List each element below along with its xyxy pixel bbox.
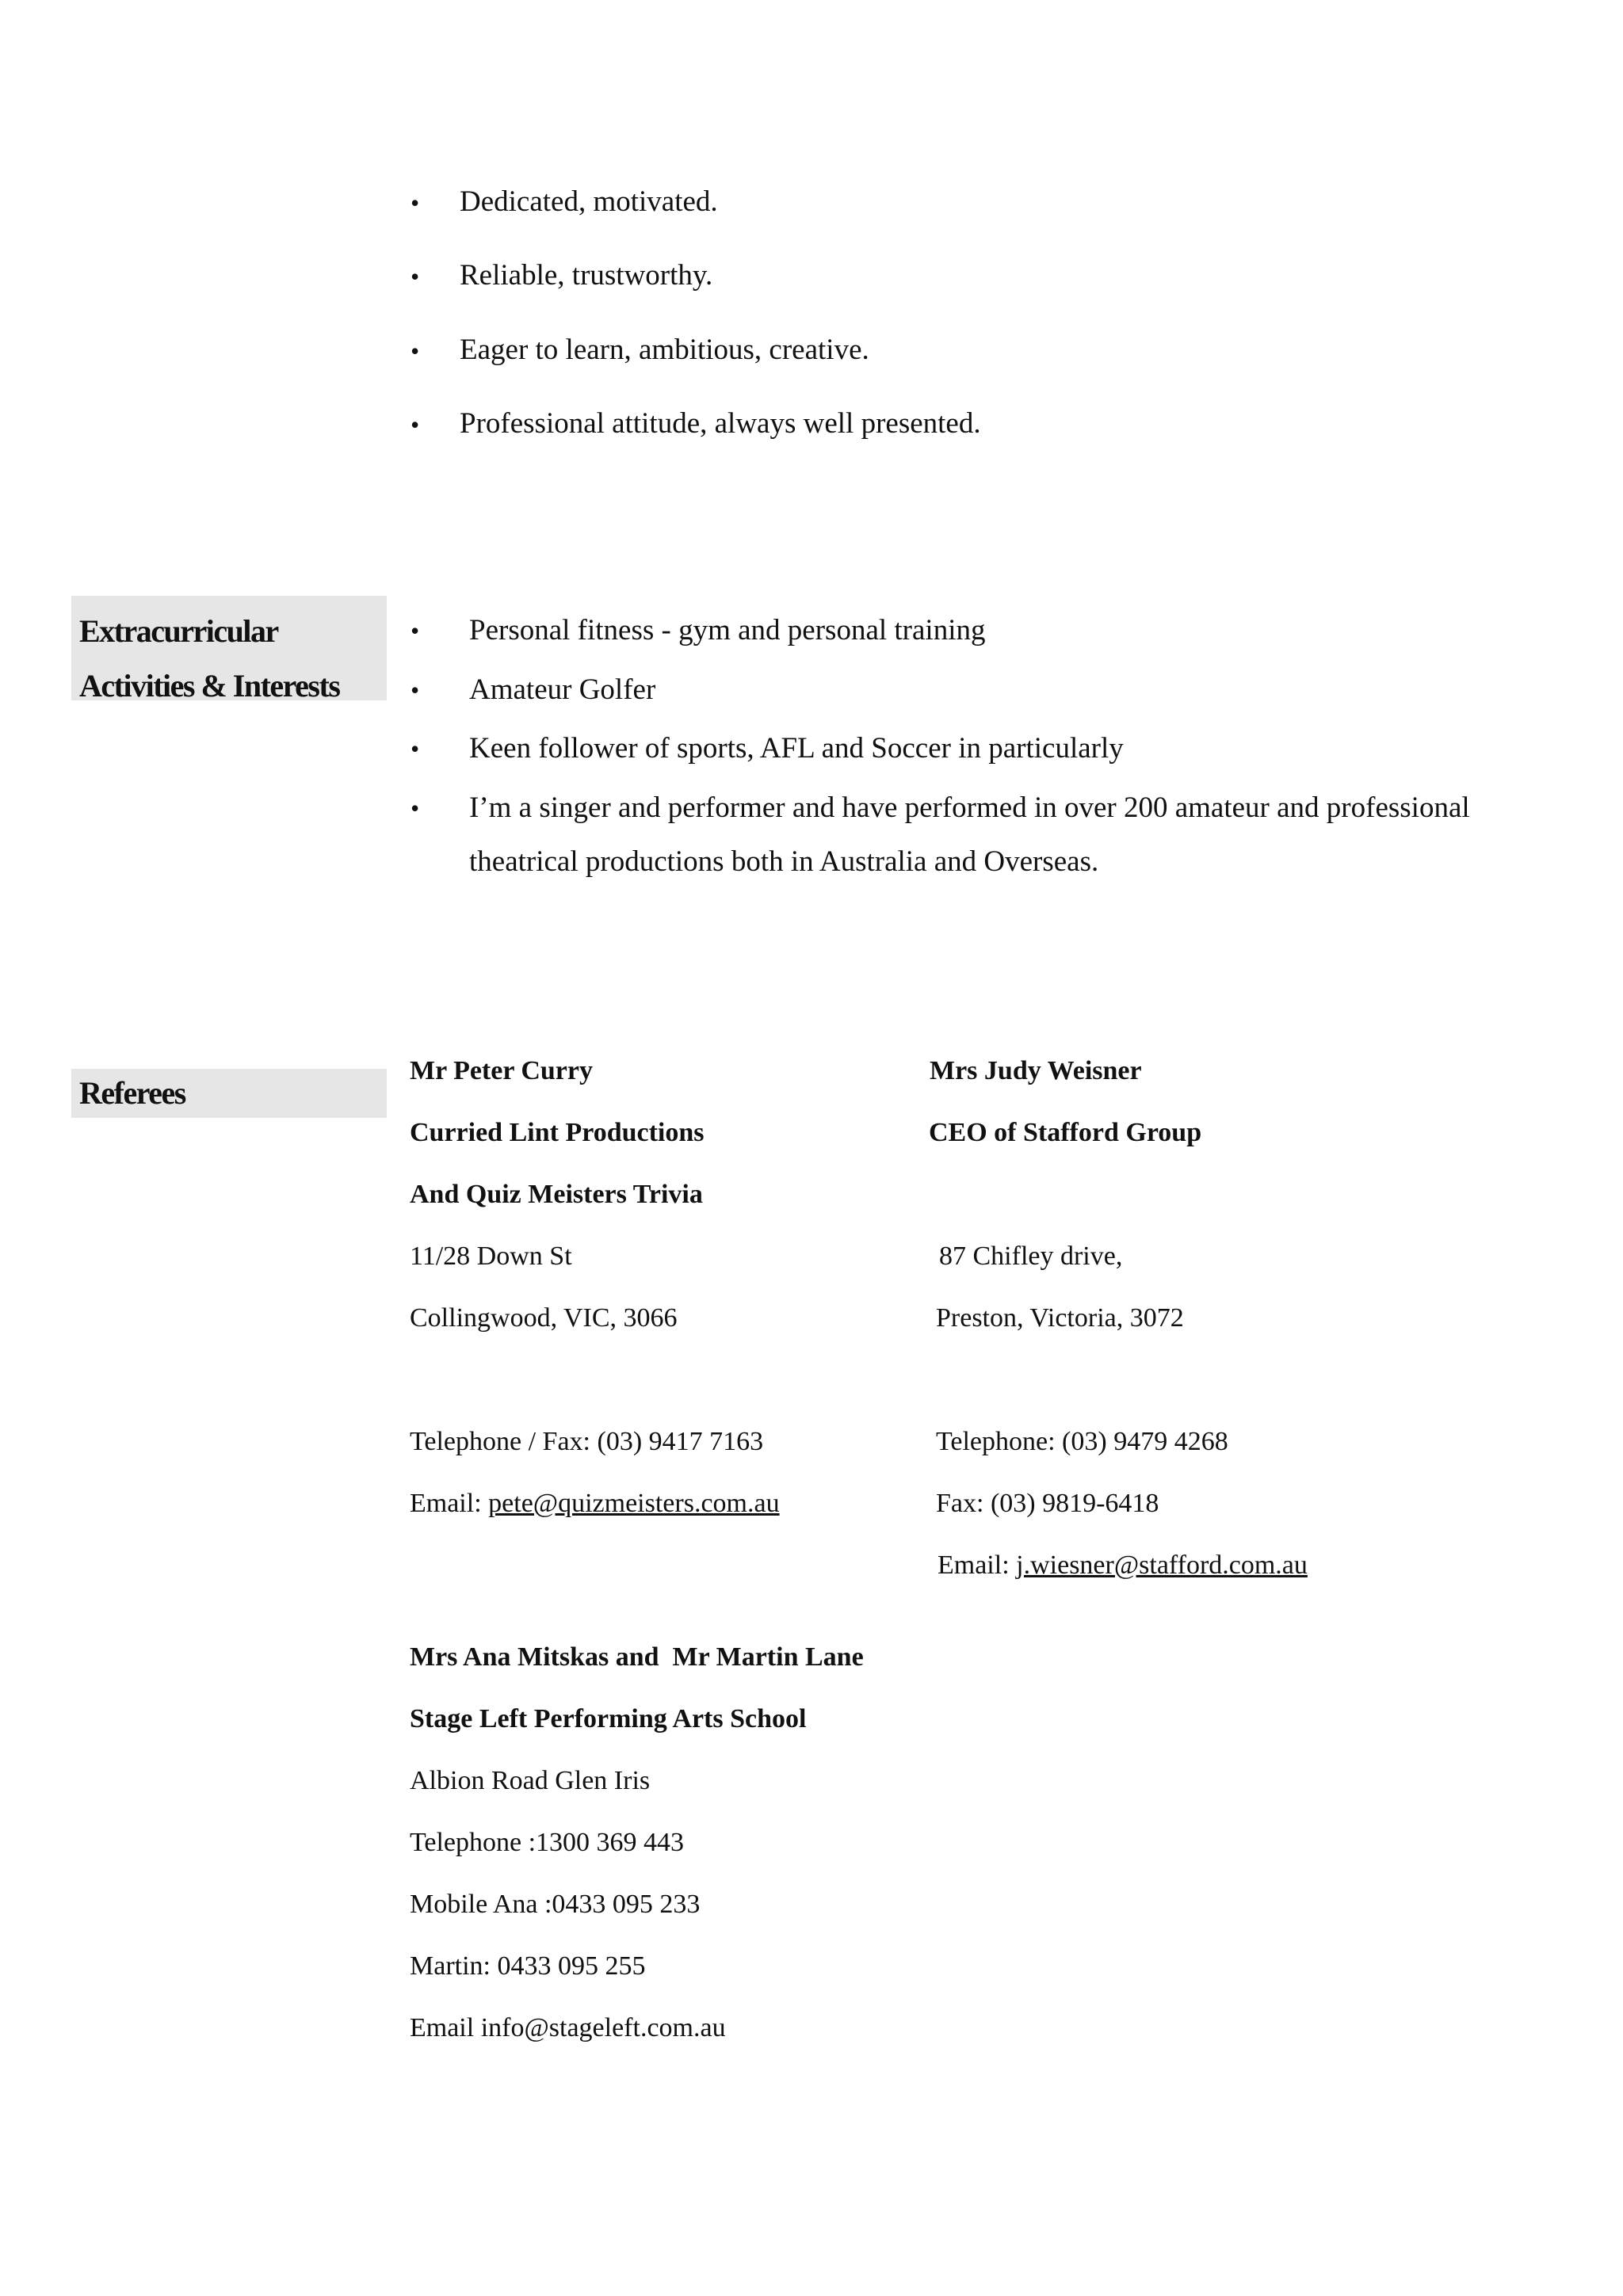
- referee-organisation: CEO of Stafford Group: [929, 1118, 1202, 1147]
- referee-mobile: Martin: 0433 095 255: [410, 1951, 646, 1981]
- referee-address: Collingwood, VIC, 3066: [410, 1303, 678, 1333]
- referee-email-line: Email info@stageleft.com.au: [410, 2013, 726, 2042]
- quality-item: Reliable, trustworthy.: [460, 259, 713, 292]
- referee-address: 87 Chifley drive,: [939, 1241, 1123, 1271]
- email-label: Email:: [410, 1489, 489, 1518]
- interest-item-continued: theatrical productions both in Australia and Overseas.: [469, 845, 1099, 878]
- referee-organisation: Curried Lint Productions: [410, 1118, 705, 1147]
- bullet-icon: •: [411, 794, 420, 822]
- referee-address: 11/28 Down St: [410, 1241, 572, 1271]
- bullet-icon: •: [411, 616, 420, 645]
- interest-item: I’m a singer and performer and have performed in over 200 amateur and professional: [469, 791, 1470, 824]
- referee-organisation: And Quiz Meisters Trivia: [410, 1180, 703, 1209]
- referee-phone: Telephone / Fax: (03) 9417 7163: [410, 1427, 764, 1456]
- referee-address: Preston, Victoria, 3072: [936, 1303, 1184, 1333]
- referee-phone: Telephone :1300 369 443: [410, 1828, 685, 1857]
- interest-item: Personal fitness - gym and personal training: [469, 614, 986, 646]
- bullet-icon: •: [411, 676, 420, 704]
- interest-item: Amateur Golfer: [469, 673, 656, 706]
- quality-item: Professional attitude, always well presented.: [460, 407, 981, 440]
- bullet-icon: •: [411, 337, 420, 365]
- referee-name: Mrs Judy Weisner: [930, 1056, 1142, 1085]
- section-label-line: Activities & Interests: [79, 668, 340, 704]
- referee-email-line: [938, 1552, 1308, 1579]
- referee-email-line: [410, 1490, 780, 1517]
- referee-name: Mrs Ana Mitskas and Mr Martin Lane: [410, 1642, 864, 1672]
- email-label: Email:: [938, 1550, 1017, 1580]
- section-label-referees: Referees: [71, 1069, 387, 1118]
- email-link[interactable]: pete@quizmeisters.com.au: [488, 1489, 780, 1518]
- referee-fax: Fax: (03) 9819-6418: [936, 1489, 1159, 1518]
- bullet-icon: •: [411, 189, 420, 217]
- referee-name: Mr Peter Curry: [410, 1056, 593, 1085]
- referee-address: Albion Road Glen Iris: [410, 1766, 651, 1795]
- section-label-extracurricular: [71, 596, 387, 704]
- referee-mobile: Mobile Ana :0433 095 233: [410, 1890, 701, 1919]
- quality-item: Eager to learn, ambitious, creative.: [460, 334, 869, 366]
- referee-organisation: Stage Left Performing Arts School: [410, 1704, 807, 1733]
- bullet-icon: •: [411, 410, 420, 439]
- referee-phone: Telephone: (03) 9479 4268: [936, 1427, 1228, 1456]
- interest-item: Keen follower of sports, AFL and Soccer in particularly: [469, 732, 1124, 765]
- bullet-icon: •: [411, 734, 420, 763]
- quality-item: Dedicated, motivated.: [460, 185, 718, 218]
- email-link[interactable]: j.wiesner@stafford.com.au: [1016, 1550, 1308, 1580]
- section-label-line: Extracurricular: [79, 613, 278, 649]
- bullet-icon: •: [411, 262, 420, 291]
